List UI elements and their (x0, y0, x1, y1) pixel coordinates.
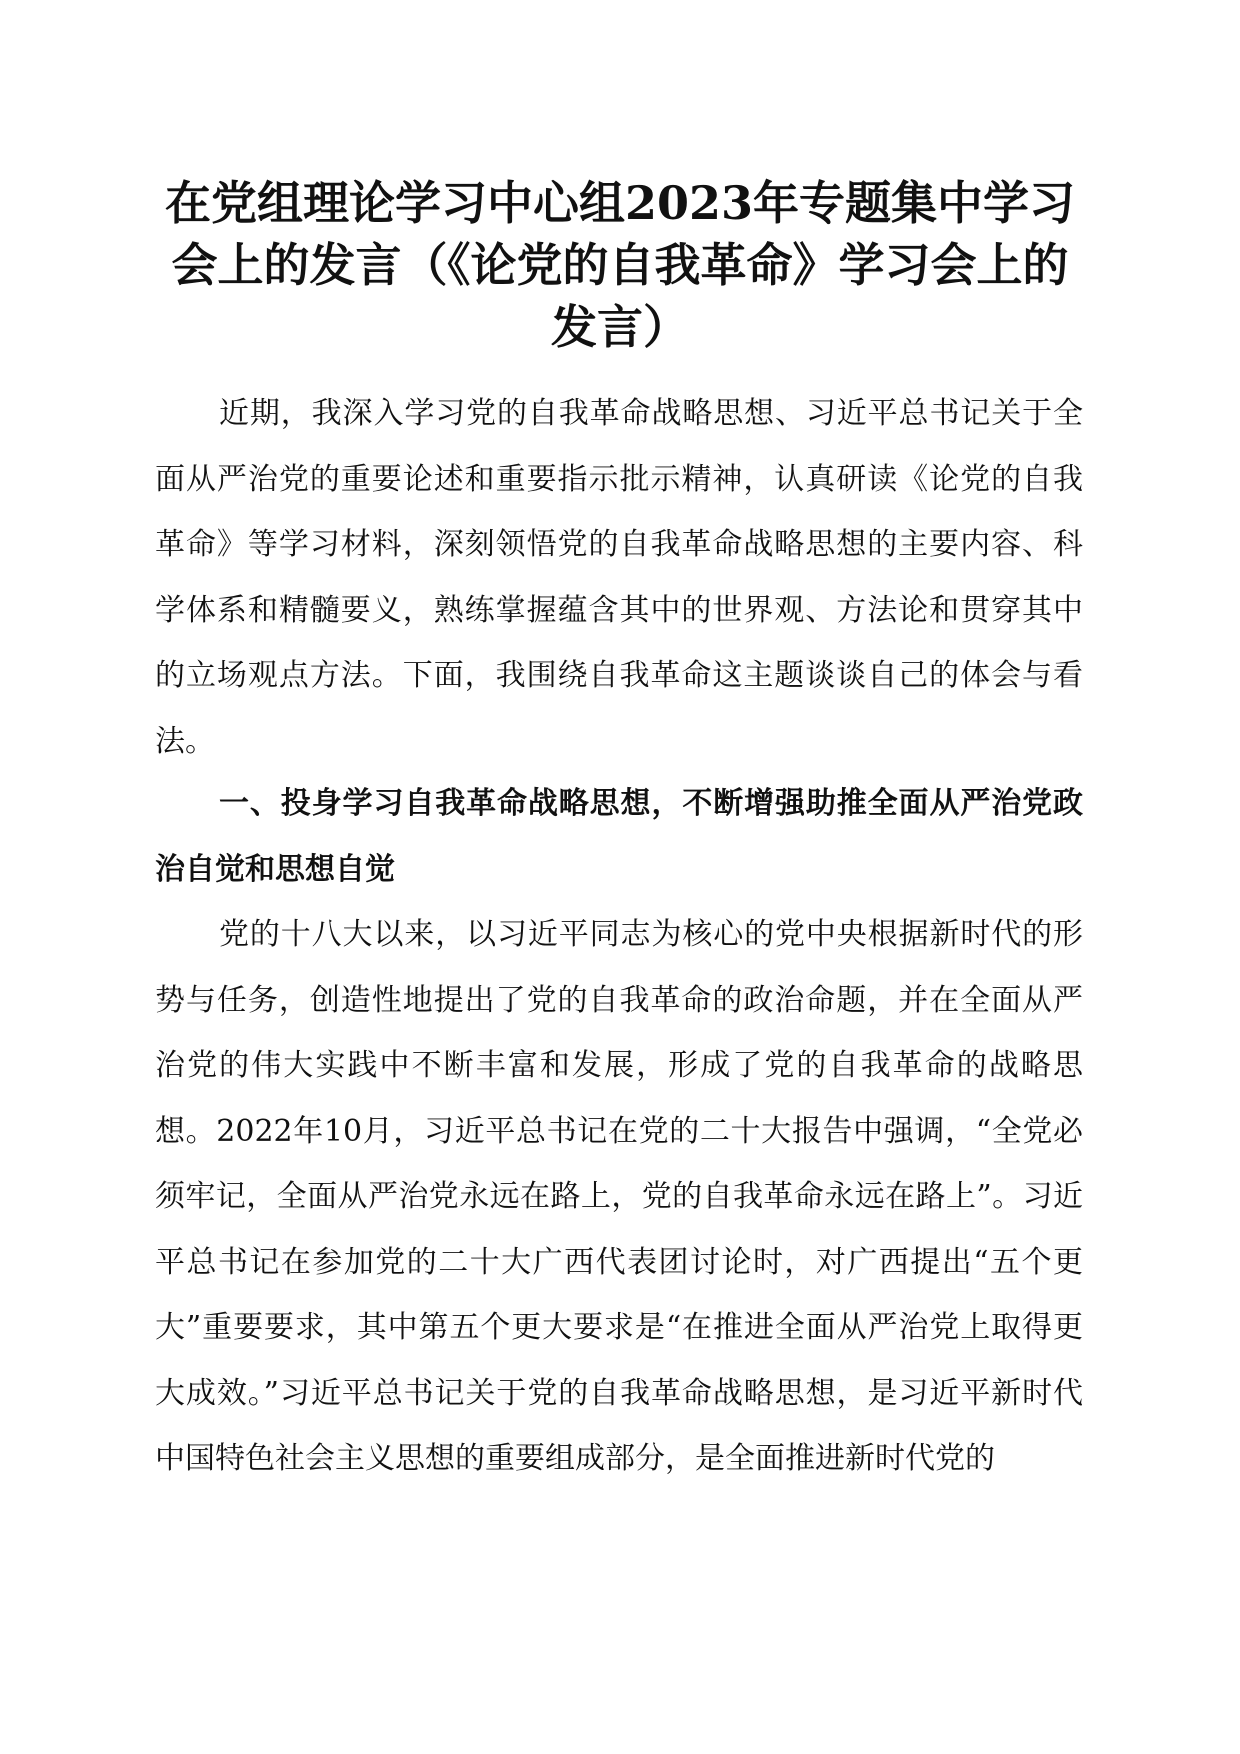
section-paragraph: 党的十八大以来，以习近平同志为核心的党中央根据新时代的形势与任务，创造性地提出了党的自我革命的政治命题，并在全面从严治党的伟大实践中不断丰富和发展，形成了党的自我革命的战略思想。2022年10月，习近平总书记在党的二十大报告中强调，“全党必须牢记，全面从严治党永远在路上，党的自我革命永远在路上”。习近平总书记在参加党的二十大广西代表团讨论时，对广西提出“五个更大”重要要求，其中第五个更大要求是“在推进全面从严治党上取得更大成效。”习近平总书记关于党的自我革命战略思想，是习近平新时代中国特色社会主义思想的重要组成部分，是全面推进新时代党的 (155, 917, 1083, 1476)
intro-paragraph: 近期，我深入学习党的自我革命战略思想、习近平总书记关于全面从严治党的重要论述和重要指示批示精神，认真研读《论党的自我革命》等学习材料，深刻领悟党的自我革命战略思想的主要内容、科学体系和精髓要义，熟练掌握蕴含其中的世界观、方法论和贯穿其中的立场观点方法。下面，我围绕自我革命这主题谈谈自己的体会与看法。 (155, 396, 1083, 759)
document-title: 在党组理论学习中心组2023年专题集中学习会上的发言（《论党的自我革命》学习会上的发言） (164, 176, 1076, 354)
section-heading: 一、投身学习自我革命战略思想，不断增强助推全面从严治党政治自觉和思想自觉 (155, 786, 1083, 887)
